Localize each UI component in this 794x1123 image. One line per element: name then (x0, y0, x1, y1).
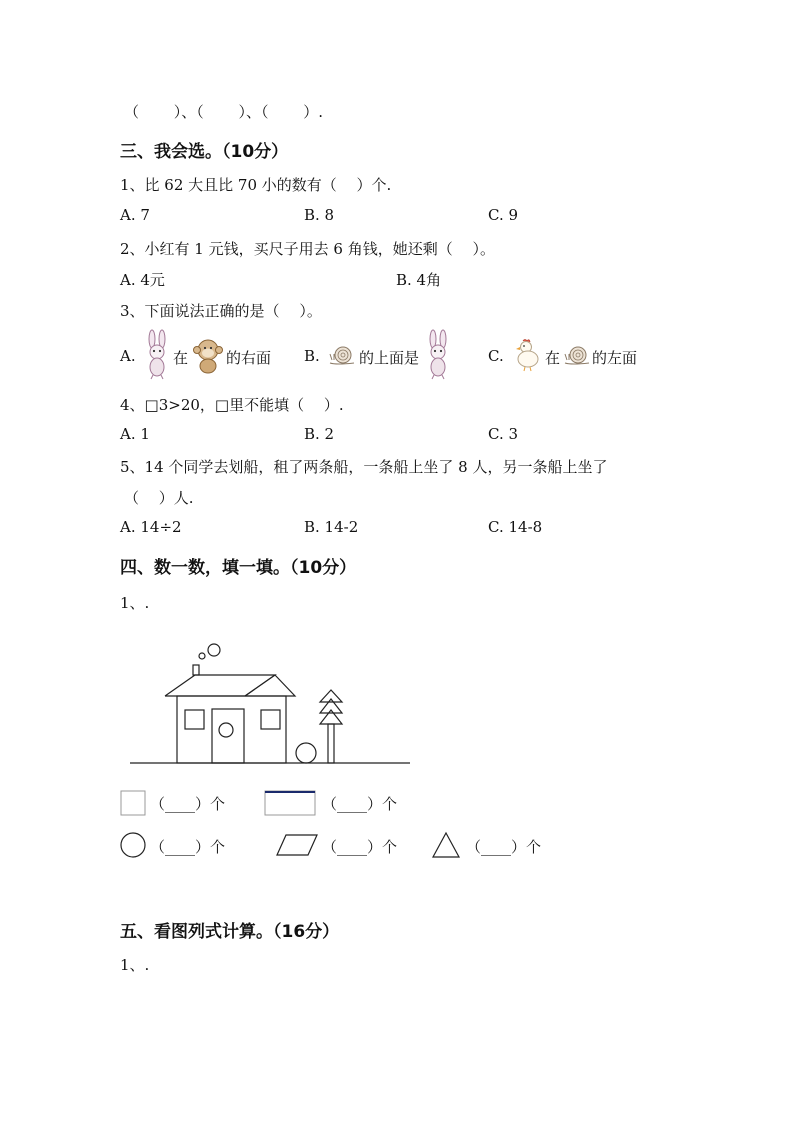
rabbit-icon (424, 330, 452, 384)
q5-option-b: B. 14-2 (304, 518, 359, 536)
fill-blanks-line: （ ）、（ ）、（ ）. (124, 103, 324, 121)
triangle-shape-icon (432, 832, 460, 862)
q3-option-a-word: 在 (173, 349, 189, 367)
q3-option-b-label: B. (304, 347, 320, 365)
q3-option-c-label: C. (488, 347, 504, 365)
q1-option-a: A. 7 (120, 206, 150, 224)
q3-option-a-tail: 的右面 (226, 349, 272, 367)
rabbit-icon (143, 330, 171, 384)
q5-text: 5、14 个同学去划船，租了两条船，一条船上坐了 8 人，另一条船上坐了 (120, 458, 608, 476)
q3-option-c-word: 在 (545, 349, 561, 367)
q3-option-b-tail: 的上面是 (359, 349, 420, 367)
q1-option-b: B. 8 (304, 206, 335, 224)
q1-option-c: C. 9 (488, 206, 519, 224)
q2-option-b: B. 4角 (396, 271, 442, 289)
section4-heading: 四、数一数，填一填。（10分） (120, 558, 357, 578)
q3-option-c-tail: 的左面 (592, 349, 638, 367)
q2-option-a: A. 4元 (120, 271, 165, 289)
q5-option-c: C. 14-8 (488, 518, 543, 536)
section5-heading: 五、看图列式计算。（16分） (120, 922, 340, 942)
q3-text: 3、下面说法正确的是（ ）。 (120, 302, 322, 320)
q1-text: 1、比 62 大且比 70 小的数有（ ）个. (120, 176, 392, 194)
q4-option-c: C. 3 (488, 425, 519, 443)
parallelogram-shape-icon (276, 834, 318, 860)
house-figure (125, 640, 415, 772)
monkey-icon (192, 338, 224, 378)
triangle-count-blank[interactable]: （____）个 (466, 838, 542, 856)
q5-option-a: A. 14÷2 (120, 518, 182, 536)
rectangle-shape-icon (264, 790, 316, 820)
q5-text-continued: （ ）人. (124, 489, 194, 507)
parallelogram-count-blank[interactable]: （____）个 (322, 838, 398, 856)
section3-heading: 三、我会选。（10分） (120, 142, 289, 162)
q4-option-a: A. 1 (120, 425, 150, 443)
chicken-icon (513, 338, 541, 376)
circle-count-blank[interactable]: （____）个 (150, 838, 226, 856)
q3-option-a-label: A. (120, 347, 136, 365)
square-count-blank[interactable]: （____）个 (150, 795, 226, 813)
q2-text: 2、小红有 1 元钱，买尺子用去 6 角钱，她还剩（ ）。 (120, 240, 495, 258)
square-shape-icon (120, 790, 146, 820)
s4-q1-text: 1、. (120, 594, 150, 612)
s5-q1-text: 1、. (120, 956, 150, 974)
rectangle-count-blank[interactable]: （____）个 (322, 795, 398, 813)
q4-text: 4、□3>20，□里不能填（ ）. (120, 396, 344, 414)
circle-shape-icon (120, 832, 146, 862)
snail-icon (328, 344, 356, 370)
q4-option-b: B. 2 (304, 425, 335, 443)
snail-icon (563, 344, 591, 370)
